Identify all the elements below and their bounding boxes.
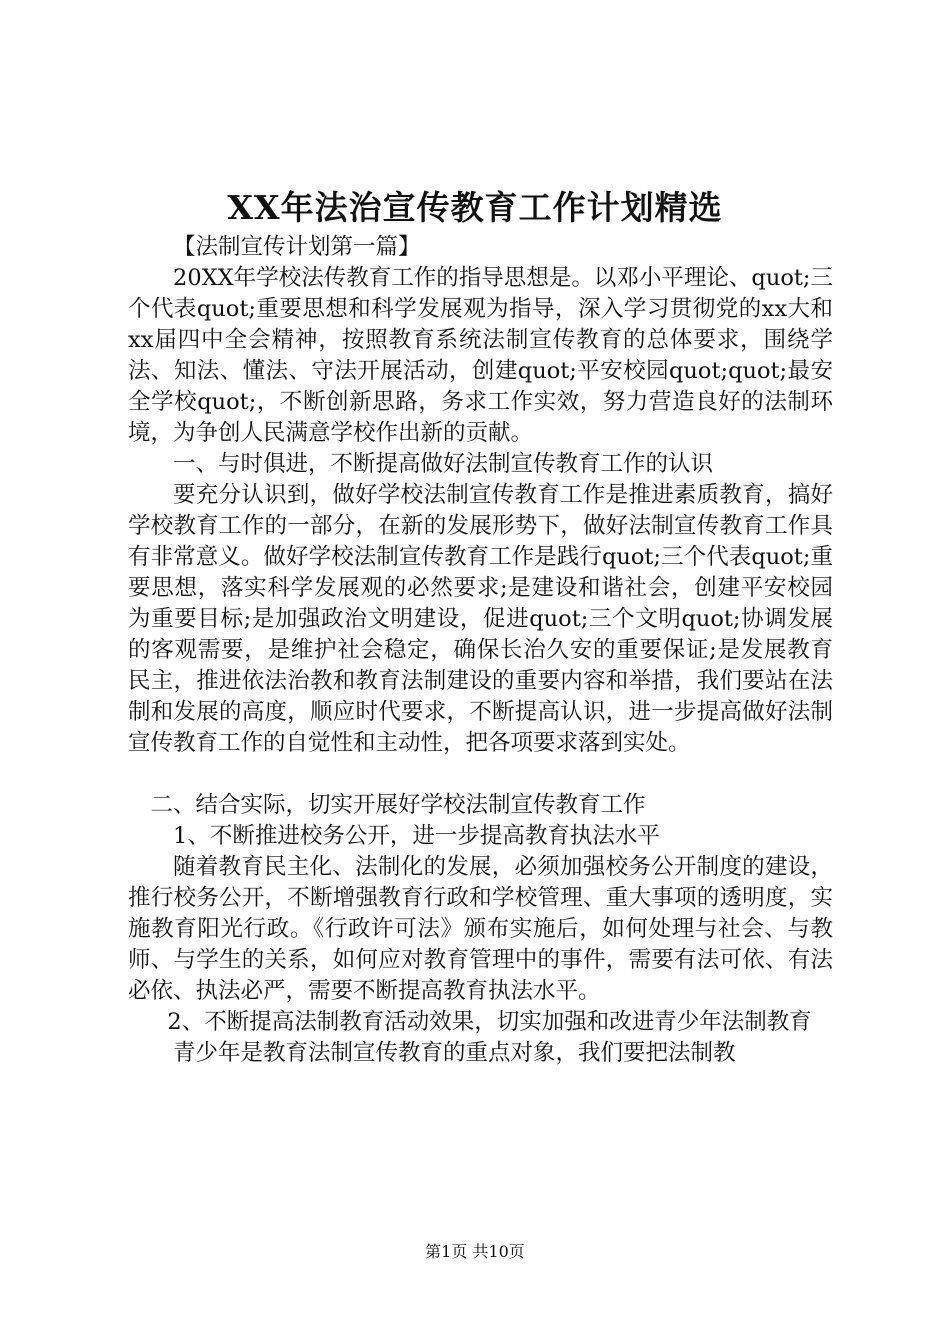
paragraph-youth: 青少年是教育法制宣传教育的重点对象，我们要把法制教 [173, 1040, 736, 1066]
document-body [128, 232, 833, 1069]
heading-item-one: 1、不断推进校务公开，进一步提高教育执法水平 [173, 823, 660, 849]
paragraph-guiding-ideology: 20XX年学校法传教育工作的指导思想是。以邓小平理论、quot;三个代表quot;重要思想和科学发展观为指导，深入学习贯彻党的xx大和xx届四中全会精神，按照教育系统法制宣传教育的总体要求，围绕学法、知法、懂法、守法开展活动，创建quot;平安校园quot;quot;最安全学校quot;，不断创新思路，务求工作实效，努力营造良好的法制环境，为争创人民满意学校作出新的贡献。 [128, 265, 833, 446]
page-footer: 第1页 共10页 [425, 1242, 525, 1261]
heading-part-two: 二、结合实际，切实开展好学校法制宣传教育工作 [150, 792, 646, 818]
heading-part-one: 一、与时俱进，不断提高做好法制宣传教育工作的认识 [173, 451, 714, 477]
paragraph-understanding: 要充分认识到，做好学校法制宣传教育工作是推进素质教育，搞好学校教育工作的一部分，在新的发展形势下，做好法制宣传教育工作具有非常意义。做好学校法制宣传教育工作是践行quot;三个代表quot;重要思想，落实科学发展观的必然要求;是建设和谐社会，创建平安校园为重要目标;是加强政治文明建设，促进quot;三个文明quot;协调发展的客观需要，是维护社会稳定，确保长治久安的重要保证;是发展教育民主，推进依法治教和教育法制建设的重要内容和举措，我们要站在法制和发展的高度，顺应时代要求，不断提高认识，进一步提高做好法制宣传教育工作的自觉性和主动性，把各项要求落到实处。 [128, 482, 833, 756]
paragraph-school-affairs: 随着教育民主化、法制化的发展，必须加强校务公开制度的建设，推行校务公开，不断增强教育行政和学校管理、重大事项的透明度，实施教育阳光行政。《行政许可法》颁布实施后，如何处理与社会、与教师、与学生的关系，如何应对教育管理中的事件，需要有法可依、有法必依、执法必严，需要不断提高教育执法水平。 [128, 854, 833, 1004]
section-heading: 【法制宣传计划第一篇】 [173, 234, 421, 260]
blank-line [128, 759, 833, 790]
heading-item-two: 2、不断提高法制教育活动效果，切实加强和改进青少年法制教育 [167, 1009, 812, 1035]
document-title: XX年法治宣传教育工作计划精选 [227, 188, 723, 227]
